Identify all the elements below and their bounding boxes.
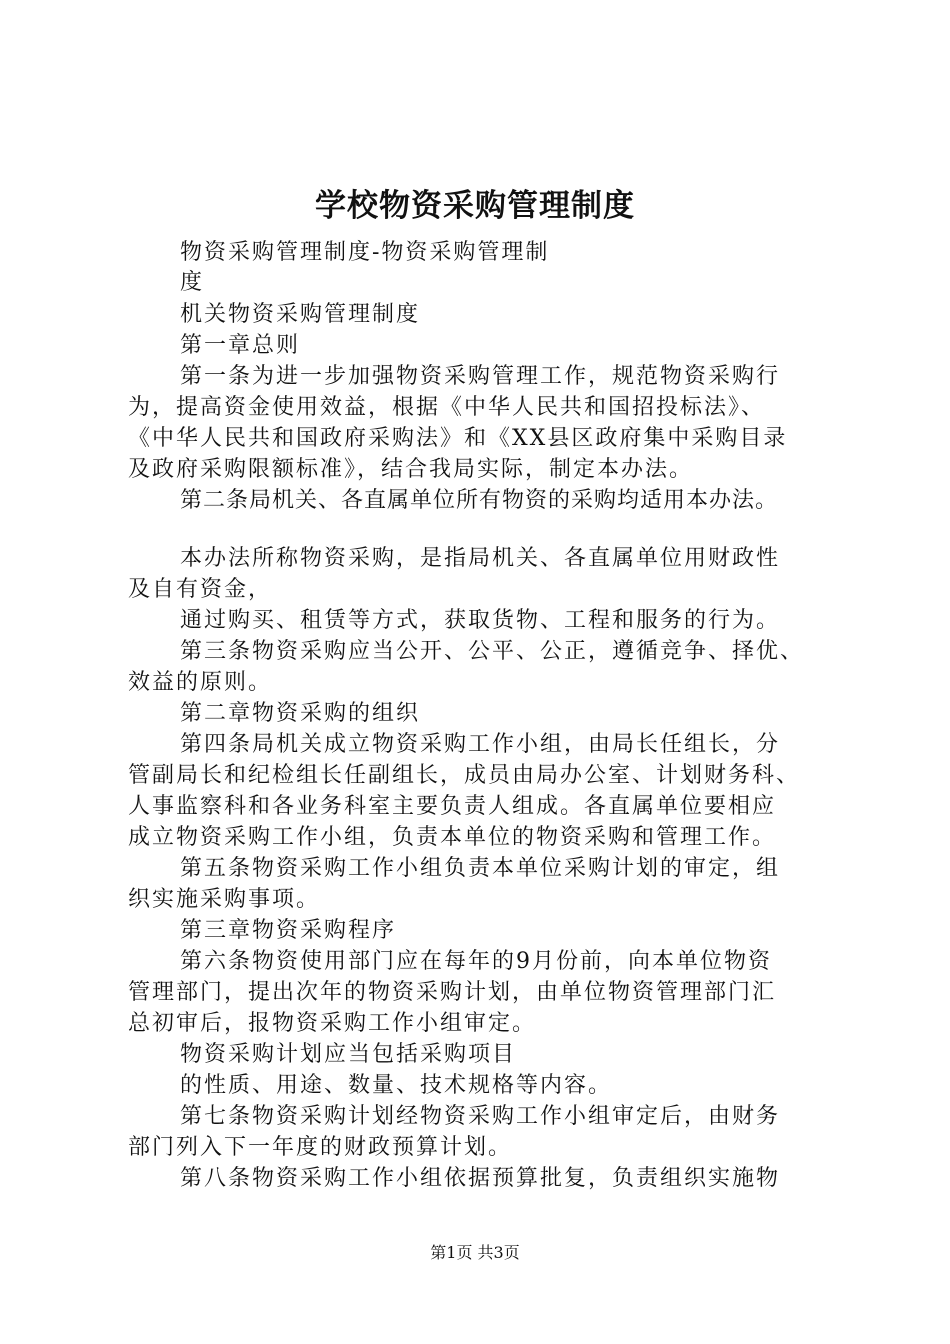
chapter-heading: 第一章总则 — [180, 333, 301, 358]
text-line: 为，提高资金使用效益，根据《中华人民共和国招投标法》、 — [128, 395, 766, 420]
text-line: 第三条物资采购应当公开、公平、公正，遵循竞争、择优、 — [180, 639, 805, 664]
text-line: 第八条物资采购工作小组依据预算批复，负责组织实施物 — [180, 1166, 781, 1191]
text-line: 管副局长和纪检组长任副组长，成员由局办公室、计划财务科、 — [128, 763, 801, 788]
text-line: 人事监察科和各业务科室主要负责人组成。各直属单位要相应 — [128, 794, 777, 819]
text-line: 第四条局机关成立物资采购工作小组，由局长任组长，分 — [180, 732, 781, 757]
text-line: 物资采购计划应当包括采购项目 — [180, 1042, 517, 1067]
text-line: 通过购买、租赁等方式，获取货物、工程和服务的行为。 — [180, 608, 781, 633]
text-line: 部门列入下一年度的财政预算计划。 — [128, 1135, 513, 1160]
text-line: 第五条物资采购工作小组负责本单位采购计划的审定，组 — [180, 856, 781, 881]
text-line: 及政府采购限额标准》，结合我局实际，制定本办法。 — [128, 457, 694, 482]
text-line: 管理部门，提出次年的物资采购计划，由单位物资管理部门汇 — [128, 980, 777, 1005]
page-footer: 第1页 共3页 — [430, 1243, 520, 1262]
text-line: 物资采购管理制度-物资采购管理制 — [180, 240, 550, 265]
text-line: 总初审后，报物资采购工作小组审定。 — [128, 1011, 537, 1036]
document-title: 学校物资采购管理制度 — [315, 188, 635, 224]
text-line: 第六条物资使用部门应在每年的9月份前，向本单位物资 — [180, 949, 772, 974]
text-line: 第二条局机关、各直属单位所有物资的采购均适用本办法。 — [180, 488, 779, 513]
text-line: 成立物资采购工作小组，负责本单位的物资采购和管理工作。 — [128, 825, 777, 850]
text-line: 效益的原则。 — [128, 670, 273, 695]
text-line: 的性质、用途、数量、技术规格等内容。 — [180, 1073, 613, 1098]
text-line: 及自有资金， — [128, 577, 273, 602]
text-line: 机关物资采购管理制度 — [180, 302, 421, 327]
chapter-heading: 第二章物资采购的组织 — [180, 701, 421, 726]
text-line: 第七条物资采购计划经物资采购工作小组审定后，由财务 — [180, 1104, 781, 1129]
text-line: 第一条为进一步加强物资采购管理工作，规范物资采购行 — [180, 364, 781, 389]
text-line: 度 — [180, 270, 205, 295]
chapter-heading: 第三章物资采购程序 — [180, 918, 397, 943]
text-line: 本办法所称物资采购，是指局机关、各直属单位用财政性 — [180, 546, 781, 571]
text-line: 《中华人民共和国政府采购法》和《XX县区政府集中采购目录 — [128, 426, 788, 451]
text-line: 织实施采购事项。 — [128, 887, 321, 912]
